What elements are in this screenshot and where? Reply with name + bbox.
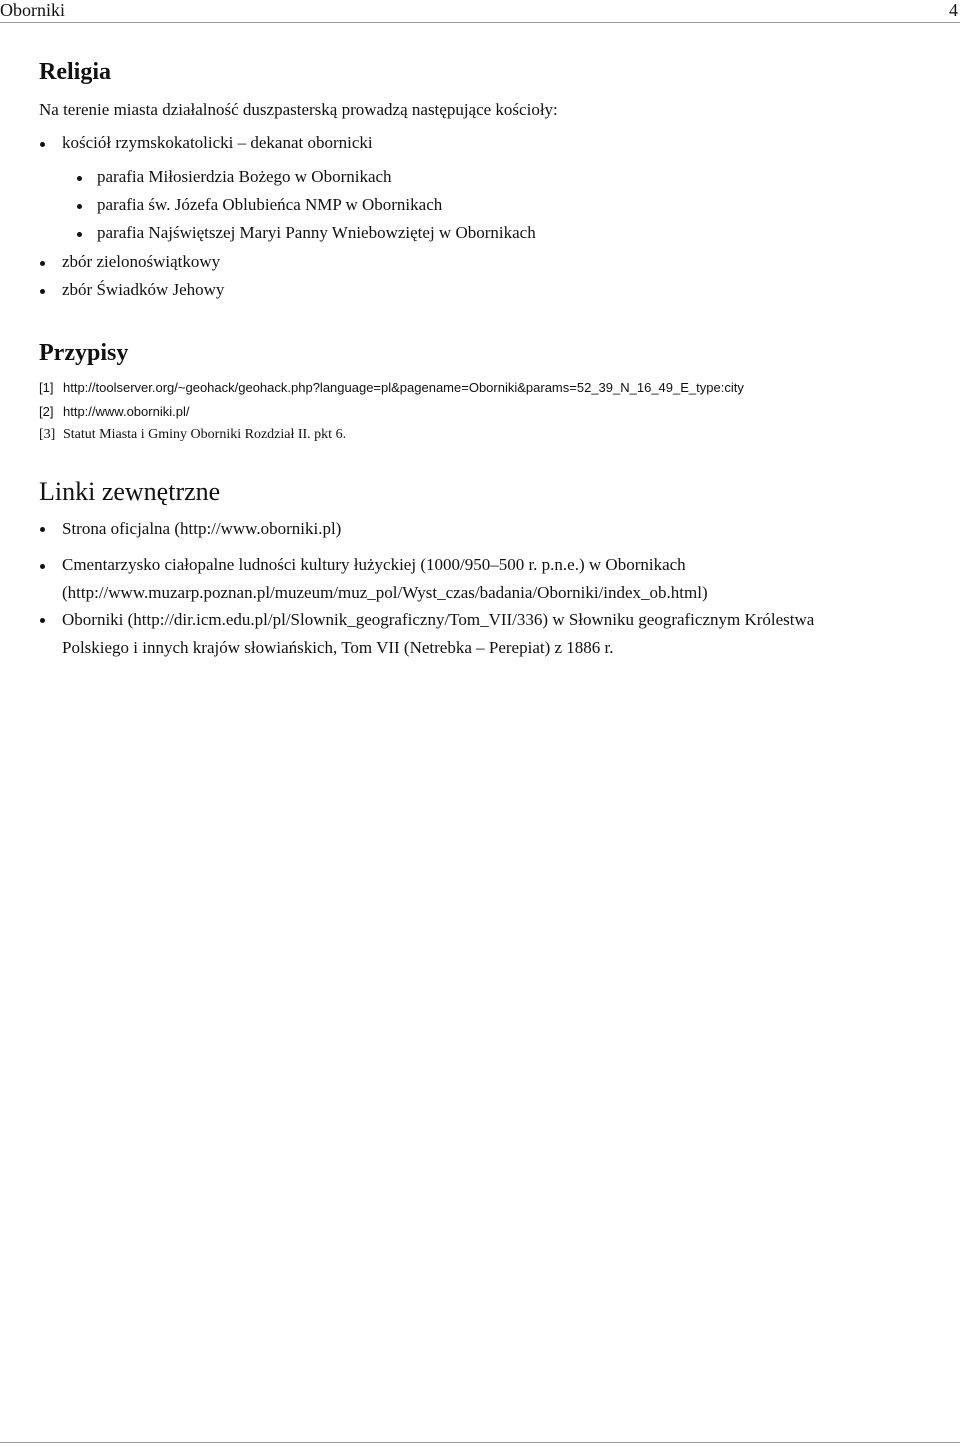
reference-link[interactable]: http://www.oborniki.pl/: [63, 404, 190, 419]
list-item-koscioly[interactable]: kościół rzymskokatolicki – dekanat obornicki: [62, 133, 373, 152]
bullet-icon: [77, 204, 82, 209]
reference-3: [39, 426, 346, 444]
running-header: [0, 0, 960, 23]
reference-2: [39, 403, 189, 421]
list-item-parafia-nmp[interactable]: parafia Najświętszej Maryi Panny Wniebowziętej w Obornikach: [97, 223, 536, 242]
reference-text: Statut Miasta i Gminy Oborniki Rozdział II. pkt 6.: [63, 427, 347, 442]
list-item-parafia-milosierdzia[interactable]: parafia Miłosierdzia Bożego w Obornikach: [97, 167, 392, 186]
bullet-icon: [40, 564, 45, 569]
bullet-icon: [40, 527, 45, 532]
bullet-icon: [77, 232, 82, 237]
bullet-icon: [40, 142, 45, 147]
section-heading-linki: Linki zewnętrzne: [39, 477, 221, 506]
religia-intro: Na terenie miasta działalność duszpasterską prowadzą następujące kościoły:: [39, 100, 558, 119]
external-link-cmentarzysko[interactable]: Cmentarzysko ciałopalne ludności kultury łużyckiej (1000/950–500 r. p.n.e.) w Obornikach (http://www.muzarp.poznan.pl/muzeum/muz_pol/Wyst_czas/badania/Oborniki/index_ob.html): [62, 555, 708, 602]
reference-number: [3]: [39, 427, 56, 442]
running-title: Oborniki: [0, 0, 65, 20]
section-heading-religia: Religia: [39, 59, 111, 85]
bullet-icon: [40, 289, 45, 294]
list-item-zbor-swiadkow[interactable]: zbór Świadków Jehowy: [62, 280, 225, 299]
external-link-slownik[interactable]: Oborniki (http://dir.icm.edu.pl/pl/Slownik_geograficzny/Tom_VII/336) w Słowniku geograficznym Królestwa Polskiego i innych krajów słowiańskich, Tom VII (Netrebka – Perepiat) z 1886 r.: [62, 610, 815, 657]
reference-number: [2]: [39, 404, 54, 419]
footer-rule: [0, 1442, 960, 1443]
list-item-parafia-jozefa[interactable]: parafia św. Józefa Oblubieńca NMP w Obornikach: [97, 195, 443, 214]
section-heading-przypisy: Przypisy: [39, 340, 129, 366]
external-link-strona[interactable]: Strona oficjalna (http://www.oborniki.pl): [62, 519, 342, 538]
page-number: 4: [949, 0, 958, 20]
reference-number: [1]: [39, 380, 54, 395]
bullet-icon: [77, 176, 82, 181]
list-item-zbor-zielonoswiatkowy[interactable]: zbór zielonoświątkowy: [62, 252, 221, 271]
reference-link[interactable]: http://toolserver.org/~geohack/geohack.php?language=pl&pagename=Oborniki&params=52_39_N_16_49_E_type:city: [63, 380, 744, 395]
bullet-icon: [40, 261, 45, 266]
bullet-icon: [40, 618, 45, 623]
reference-1: [39, 379, 744, 397]
